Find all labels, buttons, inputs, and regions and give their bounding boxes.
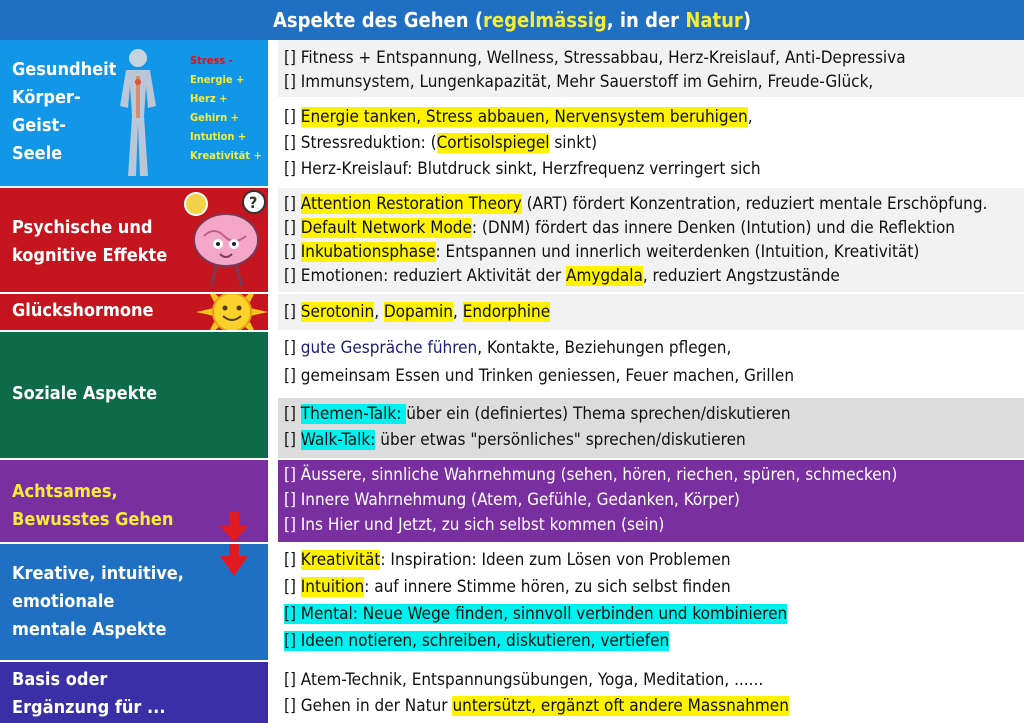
mindful-line-3: [] Ins Hier und Jetzt, zu sich selbst kommen (sein) bbox=[284, 515, 665, 535]
category-psych bbox=[0, 188, 268, 292]
category-basis bbox=[0, 662, 268, 723]
highlight-cortisolspiegel: Cortisolspiegel bbox=[436, 133, 550, 153]
sun-icon bbox=[196, 294, 268, 330]
mindful-box bbox=[278, 460, 1024, 542]
health-label-intution: Intution + bbox=[190, 130, 247, 143]
health-box-1 bbox=[278, 40, 1024, 97]
health-line-4: [] Stressreduktion: (Cortisolspiegel sinkt) bbox=[284, 133, 598, 153]
health-line-1: [] Fitness + Entspannung, Wellness, Stressabbau, Herz-Kreislauf, Anti-Depressiva bbox=[284, 48, 906, 68]
highlight-gute-gespraeche: gute Gespräche führen bbox=[300, 338, 478, 358]
creative-line-3 bbox=[284, 602, 787, 626]
basis-box bbox=[278, 662, 1024, 723]
health-label-herz: Herz + bbox=[190, 92, 228, 105]
category-mindful bbox=[0, 460, 268, 542]
brain-mascot-icon bbox=[180, 190, 268, 292]
title-highlight-regelmaessig: regelmässig bbox=[483, 8, 607, 32]
social-line-4: [] Walk-Talk: über etwas "persönliches" sprechen/diskutieren bbox=[284, 430, 746, 450]
highlight-endorphine: Endorphine bbox=[462, 302, 551, 322]
health-line-3: [] Energie tanken, Stress abbauen, Nervensystem beruhigen, bbox=[284, 107, 753, 127]
health-line-2: [] Immunsystem, Lungenkapazität, Mehr Sauerstoff im Gehirn, Freude-Glück, bbox=[284, 72, 874, 92]
basis-line-2: [] Gehen in der Natur untersützt, ergänzt oft andere Massnahmen bbox=[284, 696, 789, 716]
body-figure-icon bbox=[102, 46, 174, 182]
highlight-dopamin: Dopamin bbox=[383, 302, 453, 322]
basis-line-1: [] Atem-Technik, Entspannungsübungen, Yoga, Meditation, ...... bbox=[284, 670, 764, 690]
happy-box bbox=[278, 294, 1024, 330]
psych-line-1: [] Attention Restoration Theory (ART) fördert Konzentration, reduziert mentale Erschöpfung. bbox=[284, 194, 988, 214]
category-social bbox=[0, 332, 268, 458]
highlight-amygdala: Amygdala bbox=[566, 266, 643, 286]
highlight-kreativitaet: Kreativität bbox=[300, 550, 381, 570]
health-label-gehirn: Gehirn + bbox=[190, 111, 239, 124]
category-happy-label: Glückshormone bbox=[12, 300, 154, 321]
social-line-2: [] gemeinsam Essen und Trinken geniessen, Feuer machen, Grillen bbox=[284, 366, 795, 386]
category-health bbox=[0, 40, 268, 186]
social-line-1: [] gute Gespräche führen, Kontakte, Beziehungen pflegen, bbox=[284, 338, 732, 358]
highlight-ideen: [] Ideen notieren, schreiben, diskutieren, vertiefen bbox=[284, 631, 670, 651]
psych-line-4: [] Emotionen: reduziert Aktivität der Amygdala, reduziert Angstzustände bbox=[284, 266, 840, 286]
category-psych-label: Psychische und kognitive Effekte bbox=[12, 217, 168, 266]
health-label-energie: Energie + bbox=[190, 73, 245, 86]
psych-line-2: [] Default Network Mode: (DNM) fördert das innere Denken (Intution) und die Reflektion bbox=[284, 218, 956, 238]
social-box-2 bbox=[278, 398, 1024, 458]
category-happy bbox=[0, 294, 268, 330]
category-creative bbox=[0, 544, 268, 660]
arrow-down-icon bbox=[218, 512, 250, 542]
creative-box bbox=[278, 544, 1024, 660]
health-box-2 bbox=[278, 99, 1024, 186]
highlight-walk-talk: Walk-Talk: bbox=[300, 430, 376, 450]
category-health-label: Gesundheit Körper- Geist- Seele bbox=[12, 59, 117, 164]
category-mindful-label: Achtsames, Bewusstes Gehen bbox=[12, 481, 174, 530]
creative-line-1: [] Kreativität: Inspiration: Ideen zum Lösen von Problemen bbox=[284, 550, 731, 570]
arrow-down-tip-icon bbox=[218, 544, 250, 578]
psych-box bbox=[278, 188, 1024, 292]
highlight-inkubationsphase: Inkubationsphase bbox=[300, 242, 436, 262]
health-label-stress: Stress - bbox=[190, 54, 233, 67]
highlight-energie-tanken: Energie tanken, Stress abbauen, Nervensystem beruhigen bbox=[300, 107, 748, 127]
mindful-line-2: [] Innere Wahrnehmung (Atem, Gefühle, Gedanken, Körper) bbox=[284, 490, 740, 510]
category-basis-label: Basis oder Ergänzung für ... bbox=[12, 669, 166, 718]
highlight-dnm: Default Network Mode bbox=[300, 218, 472, 238]
mindful-line-1: [] Äussere, sinnliche Wahrnehmung (sehen, hören, riechen, spüren, schmecken) bbox=[284, 465, 898, 485]
creative-line-4 bbox=[284, 629, 669, 653]
happy-line: [] Serotonin, Dopamin, Endorphine bbox=[284, 302, 551, 322]
highlight-themen-talk: Themen-Talk: bbox=[300, 404, 407, 424]
social-line-3: [] Themen-Talk: über ein (definiertes) Thema sprechen/diskutieren bbox=[284, 404, 791, 424]
creative-line-2: [] Intuition: auf innere Stimme hören, zu sich selbst finden bbox=[284, 577, 731, 597]
category-creative-label: Kreative, intuitive, emotionale mentale Aspekte bbox=[12, 563, 184, 640]
social-box-1 bbox=[278, 332, 1024, 396]
health-line-5: [] Herz-Kreislauf: Blutdruck sinkt, Herzfrequenz verringert sich bbox=[284, 159, 761, 179]
highlight-intuition: Intuition bbox=[300, 577, 365, 597]
highlight-serotonin: Serotonin bbox=[300, 302, 375, 322]
health-label-kreativitaet: Kreativität + bbox=[190, 149, 262, 162]
psych-line-3: [] Inkubationsphase: Entspannen und innerlich weiterdenken (Intuition, Kreativität) bbox=[284, 242, 920, 262]
highlight-untersuetzt: untersützt, ergänzt oft andere Massnahmen bbox=[452, 696, 789, 716]
highlight-art: Attention Restoration Theory bbox=[300, 194, 522, 214]
highlight-mental: [] Mental: Neue Wege finden, sinnvoll verbinden und kombinieren bbox=[284, 604, 788, 624]
page-title: Aspekte des Gehen (regelmässig, in der Natur) bbox=[0, 0, 1024, 40]
arrow-down-tip bbox=[218, 544, 250, 578]
category-social-label: Soziale Aspekte bbox=[12, 383, 158, 404]
svg-text:?: ? bbox=[249, 193, 258, 212]
title-highlight-natur: Natur bbox=[685, 8, 743, 32]
